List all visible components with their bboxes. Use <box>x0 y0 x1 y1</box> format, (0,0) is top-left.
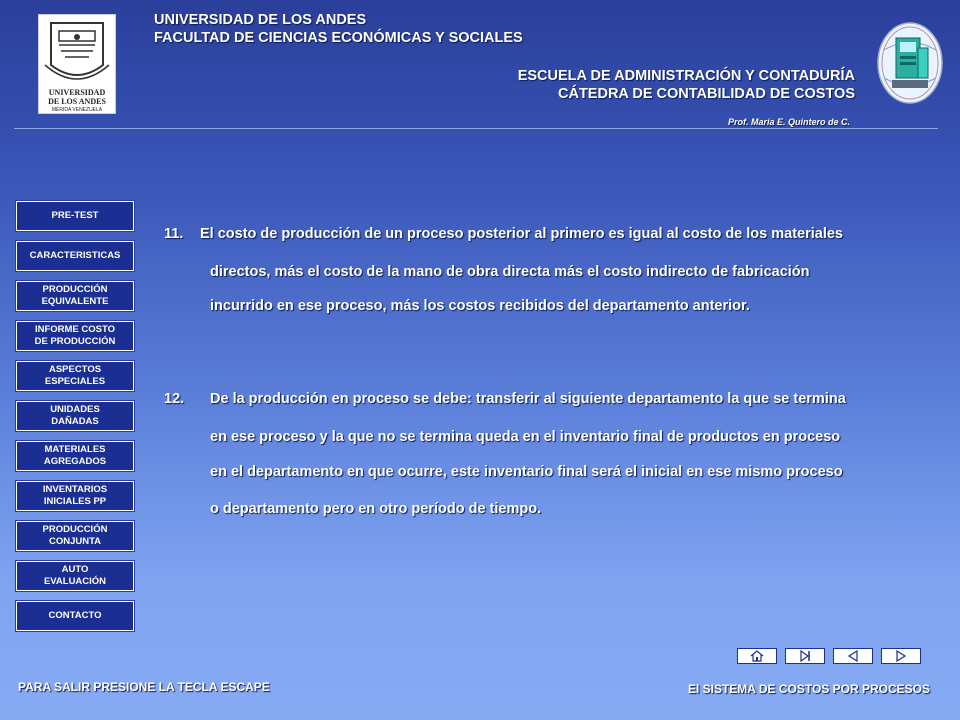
coat-of-arms-icon <box>39 15 115 113</box>
computer-globe-icon <box>876 20 944 106</box>
footer-divider <box>14 673 938 674</box>
statement-11 <box>160 226 940 326</box>
nav-informe-costo-button[interactable]: INFORME COSTO DE PRODUCCIÓN <box>16 321 134 351</box>
statement-12 <box>160 391 940 531</box>
university-logo <box>38 14 116 114</box>
next-button[interactable] <box>881 648 921 664</box>
school-name: ESCUELA DE ADMINISTRACIÓN Y CONTADURÍA <box>517 68 855 84</box>
logo-text-3: MÉRIDA VENEZUELA <box>51 107 103 113</box>
last-slide-button[interactable] <box>785 648 825 664</box>
nav-caracteristicas-button[interactable]: CARACTERISTICAS <box>16 241 134 271</box>
nav-pre-test-button[interactable]: PRE-TEST <box>16 201 134 231</box>
nav-aspectos-especiales-button[interactable]: ASPECTOS ESPECIALES <box>16 361 134 391</box>
statement-line: o departamento pero en otro período de tiempo. <box>210 501 542 517</box>
faculty-name: FACULTAD DE CIENCIAS ECONÓMICAS Y SOCIALES <box>154 30 523 46</box>
skip-end-icon <box>798 650 812 662</box>
statement-line: incurrido en ese proceso, más los costos recibidos del departamento anterior. <box>210 298 750 314</box>
statement-number: 11. <box>164 226 184 242</box>
statement-line: El costo de producción de un proceso posterior al primero es igual al costo de los materiales <box>200 226 843 242</box>
statement-line: en el departamento en que ocurre, este inventario final será el inicial en ese mismo proceso <box>210 464 843 480</box>
statement-number: 12. <box>164 391 185 407</box>
nav-produccion-equivalente-button[interactable]: PRODUCCIÓN EQUIVALENTE <box>16 281 134 311</box>
professor-name: Prof. María E. Quintero de C. <box>727 117 850 127</box>
nav-contacto-button[interactable]: CONTACTO <box>16 601 134 631</box>
exit-instruction: PARA SALIR PRESIONE LA TECLA ESCAPE <box>18 680 270 694</box>
nav-auto-evaluacion-button[interactable]: AUTO EVALUACIÓN <box>16 561 134 591</box>
previous-button[interactable] <box>833 648 873 664</box>
statement-line: en ese proceso y la que no se termina queda en el inventario final de productos en proceso <box>210 429 841 445</box>
university-name: UNIVERSIDAD DE LOS ANDES <box>154 12 367 28</box>
logo-text-1: UNIVERSIDAD <box>48 88 106 97</box>
nav-produccion-conjunta-button[interactable]: PRODUCCIÓN CONJUNTA <box>16 521 134 551</box>
home-button[interactable] <box>737 648 777 664</box>
nav-unidades-danadas-button[interactable]: UNIDADES DAÑADAS <box>16 401 134 431</box>
footer-title: El SISTEMA DE COSTOS POR PROCESOS <box>687 682 930 696</box>
next-icon <box>894 650 908 662</box>
header-divider <box>14 128 938 129</box>
logo-text-2: DE LOS ANDES <box>48 97 106 106</box>
previous-icon <box>846 650 860 662</box>
home-icon <box>750 650 764 662</box>
statement-line: De la producción en proceso se debe: transferir al siguiente departamento la que se termina <box>210 391 846 407</box>
chair-name: CÁTEDRA DE CONTABILIDAD DE COSTOS <box>558 86 855 102</box>
nav-materiales-agregados-button[interactable]: MATERIALES AGREGADOS <box>16 441 134 471</box>
nav-inventarios-iniciales-button[interactable]: INVENTARIOS INICIALES PP <box>16 481 134 511</box>
statement-line: directos, más el costo de la mano de obra directa más el costo indirecto de fabricación <box>210 264 810 280</box>
